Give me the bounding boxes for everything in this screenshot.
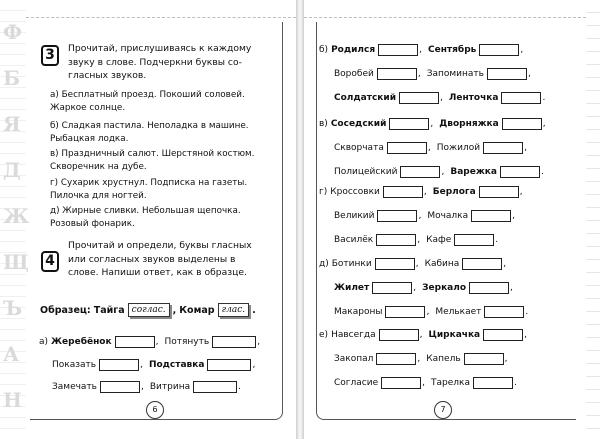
word <box>52 360 96 370</box>
task-3-item-a <box>50 89 245 115</box>
word <box>334 143 384 153</box>
section-label: е) <box>319 330 329 340</box>
task-3-item-b <box>50 120 249 146</box>
answer-box[interactable] <box>193 381 237 393</box>
bold-letters: Сентябрь <box>428 45 477 55</box>
instruction-line: Прочитай, прислушиваясь к каждому <box>68 43 252 54</box>
sample-word: Комар <box>179 304 215 316</box>
word <box>334 354 373 364</box>
word <box>331 119 387 129</box>
word-rest: Витрина <box>149 382 191 392</box>
answer-box[interactable] <box>487 68 527 80</box>
answer-box[interactable] <box>483 142 523 154</box>
decorative-letter: Ж <box>3 204 30 228</box>
left-page <box>0 0 296 439</box>
word-rest: Великий <box>334 211 375 221</box>
answer-box[interactable] <box>479 186 519 198</box>
bold-letters: Ленточка <box>448 93 499 103</box>
sample-line: Образец: Тайга соглас. , Комар глас. . <box>40 304 256 316</box>
word <box>428 45 476 55</box>
word <box>426 354 460 364</box>
word-rest: Замечать <box>52 382 97 392</box>
task-3-item-e <box>50 205 241 231</box>
answer-box[interactable] <box>464 353 504 365</box>
answer-row: Василёк , Кафе . <box>334 235 499 245</box>
item-line: д) Жирные сливки. Небольшая щепочка. <box>50 206 241 216</box>
item-line: Скворечник на дубе. <box>50 161 147 172</box>
word <box>334 283 369 293</box>
answer-row: б) Родился , Сентябрь , <box>319 45 524 55</box>
word <box>330 187 380 197</box>
answer-box[interactable] <box>372 282 412 294</box>
item-line: в) Праздничный салют. Шерстяной костюм. <box>50 149 255 159</box>
word-rest: Запоминать <box>426 69 484 79</box>
instruction-line: гласных звуков. <box>68 70 147 81</box>
answer-box[interactable] <box>207 359 251 371</box>
word <box>427 69 484 79</box>
word <box>164 337 209 347</box>
answer-box[interactable] <box>469 282 509 294</box>
task-3-item-d <box>50 177 247 203</box>
answer-box[interactable] <box>99 359 139 371</box>
task-3-instruction <box>68 42 283 83</box>
word <box>431 378 470 388</box>
word <box>334 211 374 221</box>
word <box>450 167 497 177</box>
answer-box[interactable] <box>501 92 541 104</box>
instruction-line: или согласных звуков выделены в <box>68 253 236 265</box>
answer-box[interactable] <box>471 210 511 222</box>
word <box>426 235 451 245</box>
decorative-letter: Ъ <box>3 296 23 320</box>
instruction-line: слове. Напиши ответ, как в образце. <box>68 267 247 278</box>
section-label: б) <box>319 45 329 55</box>
sample-word: Тайга <box>93 304 125 316</box>
answer-row: Закопал , Капель , <box>334 354 508 364</box>
word-rest: Мелькает <box>435 307 482 317</box>
word-rest: Кабина <box>424 259 460 269</box>
word-rest: Макароны <box>334 307 383 317</box>
answer-box[interactable] <box>376 234 416 246</box>
section-label: в) <box>319 119 328 129</box>
right-page <box>304 0 600 439</box>
section-label: а) <box>39 337 49 347</box>
decorative-letter: Б <box>3 66 21 90</box>
word-rest: Скворчата <box>334 143 384 153</box>
task-4-instruction <box>68 239 283 280</box>
task-3-item-c <box>50 148 254 174</box>
item-line: Розовый фонарик. <box>50 218 135 229</box>
word-rest: Полицейский <box>334 167 398 177</box>
answer-row: Великий , Мочалка , <box>334 211 516 221</box>
answer-box[interactable] <box>381 377 421 389</box>
decorative-letter: Ф <box>3 20 22 44</box>
item-line: Рыбацкая лодка. <box>50 133 129 144</box>
answer-box[interactable] <box>387 142 427 154</box>
item-line: б) Сладкая пастила. Неполадка в машине. <box>50 121 249 131</box>
answer-row: Замечать , Витрина . <box>52 382 241 392</box>
decorative-margin <box>0 0 30 439</box>
item-line: а) Бесплатный проезд. Покоший соловей. <box>50 90 245 100</box>
answer-box[interactable] <box>375 258 415 270</box>
bold-letters: Подставка <box>148 360 205 370</box>
bold-letters: Берлога <box>432 187 476 197</box>
page-number: 6 <box>146 401 164 419</box>
answer-row: Скворчата , Пожилой , <box>334 143 527 153</box>
answer-box[interactable] <box>378 44 418 56</box>
sample-label: Образец: <box>40 304 91 316</box>
word-rest: Согласие <box>334 378 379 388</box>
page-number: 7 <box>434 401 452 419</box>
decorative-top-border <box>304 0 586 18</box>
word <box>334 167 397 177</box>
word <box>334 307 382 317</box>
decorative-top-border <box>26 0 296 18</box>
word <box>334 69 374 79</box>
word <box>439 119 498 129</box>
word-rest: Кафе <box>426 235 452 245</box>
bold-letters: Жилет <box>334 283 370 293</box>
sample-answer-stamp: соглас. <box>128 303 170 317</box>
decorative-letter: Я <box>3 112 21 136</box>
word-rest: Потянуть <box>164 337 210 347</box>
answer-row: Согласие , Тарелка . <box>334 378 517 388</box>
word <box>149 360 205 370</box>
answer-box[interactable] <box>454 234 494 246</box>
answer-box[interactable] <box>399 92 439 104</box>
word <box>332 259 372 269</box>
answer-box[interactable] <box>377 210 417 222</box>
bold-letters: Жеребёнок <box>51 337 112 347</box>
word <box>52 382 97 392</box>
answer-box[interactable] <box>484 306 524 318</box>
answer-box[interactable] <box>115 336 155 348</box>
answer-row: д) Ботинки , Кабина , <box>319 259 507 269</box>
section-label: г) <box>319 187 328 197</box>
bold-letters: Циркачка <box>428 330 481 340</box>
answer-row: в) Соседский , Дворняжка , <box>319 119 546 129</box>
word-rest: Закопал <box>334 354 374 364</box>
word <box>428 330 480 340</box>
answer-box[interactable] <box>462 258 502 270</box>
word-rest: Ботинки <box>331 259 372 269</box>
answer-row: Солдатский , Ленточка . <box>334 93 546 103</box>
word <box>422 283 466 293</box>
word-rest: Показать <box>52 360 97 370</box>
answer-box[interactable] <box>385 306 425 318</box>
instruction-line: Прочитай и определи, буквы гласных <box>68 240 252 251</box>
instruction-line: звуку в слове. Подчеркни буквы со- <box>68 56 242 68</box>
sample-answer-stamp: глас. <box>218 303 250 317</box>
answer-box[interactable] <box>479 44 519 56</box>
answer-row: Воробей , Запоминать , <box>334 69 531 79</box>
word <box>51 337 112 347</box>
word-rest: Тарелка <box>431 378 470 388</box>
decorative-letter: Д <box>3 158 21 182</box>
answer-box[interactable] <box>212 336 256 348</box>
book-gutter <box>296 0 304 439</box>
bold-letters: Варежка <box>450 167 497 177</box>
decorative-letter: А <box>3 342 20 366</box>
word <box>334 93 396 103</box>
section-label: д) <box>319 259 329 269</box>
answer-row: Показать , Подставка , <box>52 360 256 370</box>
word <box>334 235 373 245</box>
answer-box[interactable] <box>500 166 540 178</box>
word <box>435 307 481 317</box>
answer-box[interactable] <box>502 118 542 130</box>
decorative-margin <box>586 0 600 439</box>
bold-letters: Зеркало <box>422 283 467 293</box>
answer-row: Жилет , Зеркало , <box>334 283 513 293</box>
answer-box[interactable] <box>483 329 523 341</box>
decorative-letter: Щ <box>3 250 29 274</box>
word-rest: Василёк <box>334 235 374 245</box>
bold-letters: Дворняжка <box>439 119 499 129</box>
word-rest: Кроссовки <box>330 187 380 197</box>
word <box>331 330 376 340</box>
word <box>150 382 190 392</box>
answer-row: е) Навсегда , Циркачка , <box>319 330 527 340</box>
answer-row: г) Кроссовки , Берлога , <box>319 187 523 197</box>
answer-box[interactable] <box>377 68 417 80</box>
bold-letters: Соседский <box>330 119 387 129</box>
answer-box[interactable] <box>400 166 440 178</box>
answer-row: а) Жеребёнок , Потянуть , <box>39 337 261 347</box>
word <box>334 378 378 388</box>
word <box>449 93 499 103</box>
item-line: г) Сухарик хрустнул. Подписка на газеты. <box>50 178 248 188</box>
word <box>427 211 468 221</box>
answer-box[interactable] <box>473 377 513 389</box>
word-rest: Мочалка <box>427 211 469 221</box>
word <box>437 143 480 153</box>
word-rest: Навсегда <box>331 330 376 340</box>
word-rest: Пожилой <box>436 143 481 153</box>
answer-box[interactable] <box>100 381 140 393</box>
word <box>433 187 476 197</box>
task-3-number: 3 <box>41 45 59 66</box>
item-line: Жаркое солнце. <box>50 102 126 113</box>
answer-box[interactable] <box>389 118 429 130</box>
word-rest: Капель <box>426 354 461 364</box>
answer-row: Полицейский , Варежка . <box>334 167 544 177</box>
item-line: Пилочка для ногтей. <box>50 190 147 201</box>
word <box>331 45 375 55</box>
answer-box[interactable] <box>379 329 419 341</box>
bold-letters: Родился <box>331 45 376 55</box>
answer-box[interactable] <box>383 186 423 198</box>
word-rest: Воробей <box>334 69 374 79</box>
word <box>425 259 460 269</box>
answer-row: Макароны , Мелькает . <box>334 307 529 317</box>
decorative-letter: Н <box>3 388 22 412</box>
bold-letters: Солдатский <box>334 93 396 103</box>
answer-box[interactable] <box>376 353 416 365</box>
task-4-number: 4 <box>41 251 59 272</box>
